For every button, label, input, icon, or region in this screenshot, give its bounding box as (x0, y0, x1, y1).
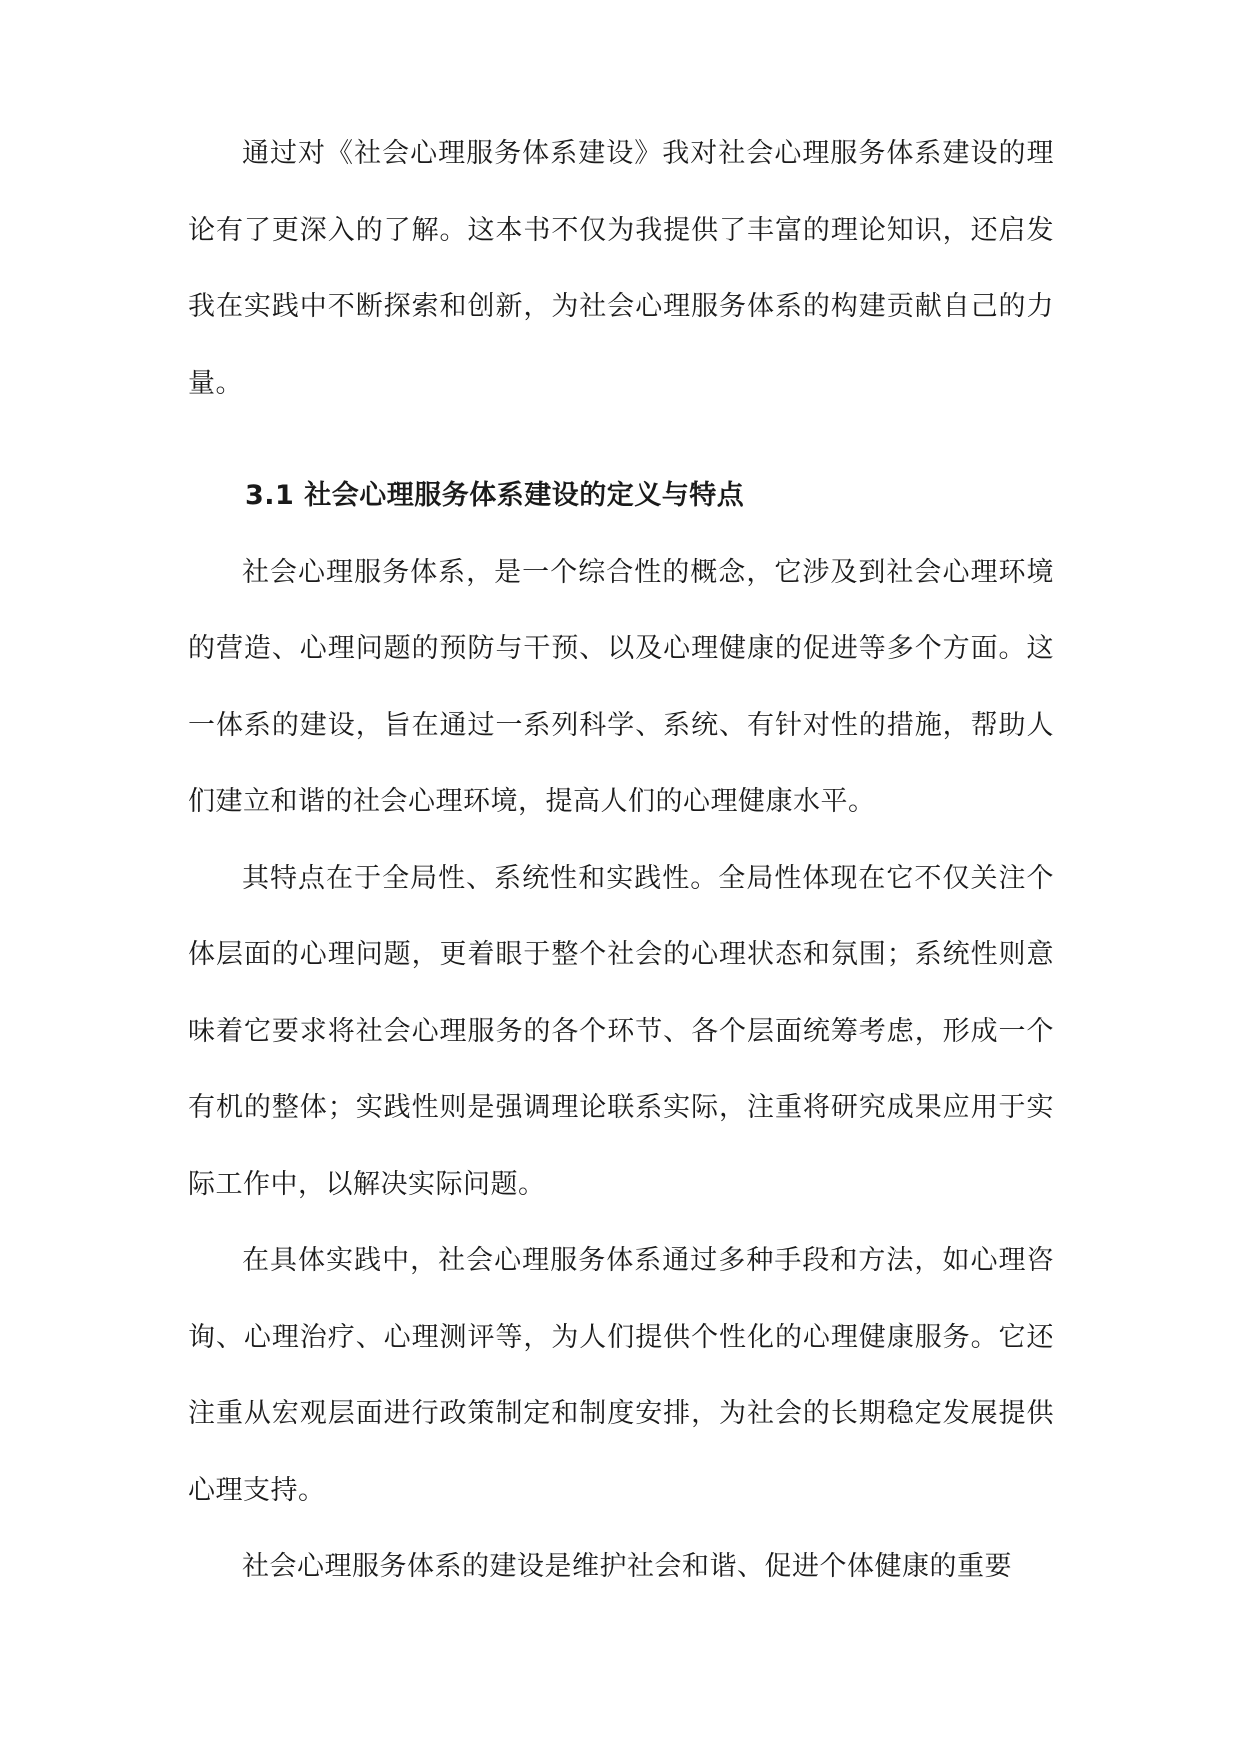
spacer (188, 422, 1054, 458)
body-paragraph-4: 社会心理服务体系的建设是维护社会和谐、促进个体健康的重要 (242, 1551, 1012, 1582)
body-paragraph-1: 社会心理服务体系，是一个综合性的概念，它涉及到社会心理环境的营造、心理问题的预防与干预、以及心理健康的促进等多个方面。这一体系的建设，旨在通过一系列科学、系统、有针对性的措施，帮助人们建立和谐的社会心理环境，提高人们的心理健康水平。 (188, 556, 1054, 817)
section-heading: 3.1 社会心理服务体系建设的定义与特点 (245, 480, 745, 511)
intro-paragraph: 通过对《社会心理服务体系建设》我对社会心理服务体系建设的理论有了更深入的了解。这本书不仅为我提供了丰富的理论知识，还启发我在实践中不断探索和创新，为社会心理服务体系的构建贡献自己的力量。 (188, 138, 1054, 399)
document-body (188, 116, 1054, 1606)
body-paragraph-2: 其特点在于全局性、系统性和实践性。全局性体现在它不仅关注个体层面的心理问题，更着眼于整个社会的心理状态和氛围；系统性则意味着它要求将社会心理服务的各个环节、各个层面统筹考虑，形成一个有机的整体；实践性则是强调理论联系实际，注重将研究成果应用于实际工作中，以解决实际问题。 (188, 862, 1054, 1200)
body-paragraph-3: 在具体实践中，社会心理服务体系通过多种手段和方法，如心理咨询、心理治疗、心理测评等，为人们提供个性化的心理健康服务。它还注重从宏观层面进行政策制定和制度安排，为社会的长期稳定发展提供心理支持。 (188, 1245, 1054, 1506)
